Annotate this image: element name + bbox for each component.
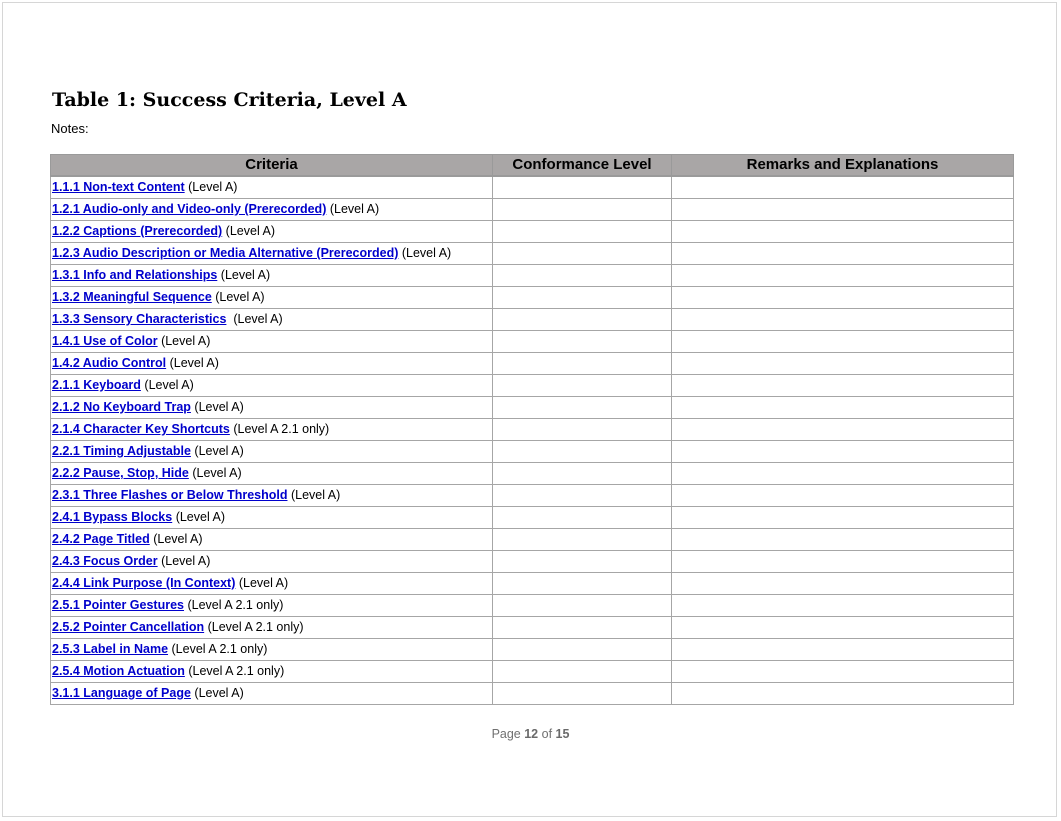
- criterion-level: (Level A 2.1 only): [168, 642, 268, 656]
- conformance-level-cell[interactable]: [493, 375, 672, 397]
- table-row: [51, 265, 1014, 287]
- criterion-level: (Level A): [235, 576, 289, 590]
- table-body: [51, 176, 1014, 705]
- page-word: Page: [491, 727, 525, 741]
- criteria-cell: [51, 573, 493, 595]
- document-page: [2, 2, 1057, 817]
- criteria-cell: [51, 529, 493, 551]
- remarks-cell[interactable]: [672, 441, 1014, 463]
- criteria-cell: [51, 309, 493, 331]
- table-row: [51, 441, 1014, 463]
- criteria-cell: [51, 617, 493, 639]
- remarks-cell[interactable]: [672, 199, 1014, 221]
- remarks-cell[interactable]: [672, 463, 1014, 485]
- conformance-level-cell[interactable]: [493, 331, 672, 353]
- criteria-cell: [51, 485, 493, 507]
- table-row: [51, 309, 1014, 331]
- column-header-remarks: Remarks and Explanations: [672, 155, 1014, 177]
- criterion-level: (Level A 2.1 only): [204, 620, 304, 634]
- criterion-level: (Level A): [190, 444, 244, 458]
- criteria-cell: [51, 287, 493, 309]
- criteria-cell: [51, 463, 493, 485]
- table-row: [51, 375, 1014, 397]
- criterion-level: (Level A): [157, 554, 211, 568]
- table-row: [51, 595, 1014, 617]
- criteria-cell: [51, 661, 493, 683]
- remarks-cell[interactable]: [672, 573, 1014, 595]
- criterion-link[interactable]: 2.3.1 Three Flashes or Below Threshold: [52, 488, 288, 502]
- table-row: [51, 331, 1014, 353]
- conformance-level-cell[interactable]: [493, 507, 672, 529]
- criterion-link[interactable]: 1.3.1 Info and Relationships: [52, 268, 218, 282]
- criterion-level: (Level A): [217, 268, 271, 282]
- conformance-level-cell[interactable]: [493, 397, 672, 419]
- remarks-cell[interactable]: [672, 485, 1014, 507]
- criterion-link[interactable]: 2.2.2 Pause, Stop, Hide: [52, 466, 189, 480]
- conformance-level-cell[interactable]: [493, 419, 672, 441]
- table-row: [51, 573, 1014, 595]
- criterion-link[interactable]: 2.2.1 Timing Adjustable: [52, 444, 191, 458]
- criteria-cell: [51, 243, 493, 265]
- table-row: [51, 529, 1014, 551]
- criterion-level: (Level A 2.1 only): [184, 598, 284, 612]
- notes-label: Notes:: [51, 121, 89, 136]
- criteria-cell: [51, 551, 493, 573]
- page-footer: [3, 727, 1058, 741]
- criteria-cell: [51, 419, 493, 441]
- criterion-level: (Level A): [226, 312, 283, 326]
- criterion-level: (Level A 2.1 only): [184, 664, 285, 678]
- criterion-link[interactable]: 1.1.1 Non-text Content: [52, 180, 185, 194]
- criteria-cell: [51, 639, 493, 661]
- criterion-link[interactable]: 1.2.2 Captions (Prerecorded): [52, 224, 223, 238]
- conformance-level-cell[interactable]: [493, 221, 672, 243]
- criterion-link[interactable]: 2.5.2 Pointer Cancellation: [52, 620, 205, 634]
- conformance-level-cell[interactable]: [493, 287, 672, 309]
- conformance-level-cell[interactable]: [493, 573, 672, 595]
- criterion-level: (Level A): [398, 246, 452, 260]
- criterion-link[interactable]: 1.4.2 Audio Control: [52, 356, 167, 370]
- conformance-level-cell[interactable]: [493, 243, 672, 265]
- criteria-cell: [51, 199, 493, 221]
- criterion-level: (Level A): [166, 356, 219, 370]
- conformance-level-cell[interactable]: [493, 265, 672, 287]
- table-row: [51, 287, 1014, 309]
- table-row: [51, 639, 1014, 661]
- criteria-cell: [51, 353, 493, 375]
- remarks-cell[interactable]: [672, 639, 1014, 661]
- criterion-link[interactable]: 1.3.3 Sensory Characteristics: [52, 312, 227, 326]
- conformance-level-cell[interactable]: [493, 617, 672, 639]
- criteria-cell: [51, 441, 493, 463]
- criterion-link[interactable]: 2.1.2 No Keyboard Trap: [52, 400, 191, 414]
- criterion-link[interactable]: 2.5.4 Motion Actuation: [52, 664, 185, 678]
- conformance-level-cell[interactable]: [493, 309, 672, 331]
- remarks-cell[interactable]: [672, 176, 1014, 199]
- current-page-number: 12: [524, 727, 539, 741]
- table-row: [51, 419, 1014, 441]
- remarks-cell[interactable]: [672, 287, 1014, 309]
- criterion-level: (Level A): [211, 290, 265, 304]
- criterion-level: (Level A): [188, 466, 242, 480]
- criterion-link[interactable]: 1.2.3 Audio Description or Media Alternative (Prerecorded): [52, 246, 399, 260]
- remarks-cell[interactable]: [672, 397, 1014, 419]
- criteria-cell: [51, 397, 493, 419]
- remarks-cell[interactable]: [672, 683, 1014, 705]
- column-header-conformance-level: Conformance Level: [493, 155, 672, 177]
- table-row: [51, 176, 1014, 199]
- table-row: [51, 617, 1014, 639]
- conformance-level-cell[interactable]: [493, 485, 672, 507]
- criterion-link[interactable]: 2.4.4 Link Purpose (In Context): [52, 576, 236, 590]
- table-row: [51, 463, 1014, 485]
- table-row: [51, 683, 1014, 705]
- criterion-link[interactable]: 1.2.1 Audio-only and Video-only (Prerecorded): [52, 202, 327, 216]
- table-heading: Table 1: Success Criteria, Level A: [52, 89, 407, 111]
- remarks-cell[interactable]: [672, 529, 1014, 551]
- remarks-cell[interactable]: [672, 265, 1014, 287]
- table-row: [51, 507, 1014, 529]
- total-pages-number: 15: [555, 727, 570, 741]
- conformance-level-cell[interactable]: [493, 595, 672, 617]
- conformance-level-cell[interactable]: [493, 529, 672, 551]
- criteria-cell: [51, 331, 493, 353]
- conformance-level-cell[interactable]: [493, 551, 672, 573]
- criterion-level: (Level A): [287, 488, 341, 502]
- criterion-link[interactable]: 2.5.1 Pointer Gestures: [52, 598, 185, 612]
- remarks-cell[interactable]: [672, 375, 1014, 397]
- table-header-row: [51, 155, 1014, 177]
- remarks-cell[interactable]: [672, 331, 1014, 353]
- criteria-cell: [51, 595, 493, 617]
- conformance-level-cell[interactable]: [493, 353, 672, 375]
- criteria-cell: [51, 375, 493, 397]
- remarks-cell[interactable]: [672, 221, 1014, 243]
- criteria-cell: [51, 507, 493, 529]
- criteria-cell: [51, 683, 493, 705]
- criterion-link[interactable]: 2.1.1 Keyboard: [52, 378, 141, 392]
- criterion-level: (Level A): [190, 686, 244, 700]
- table-row: [51, 199, 1014, 221]
- remarks-cell[interactable]: [672, 243, 1014, 265]
- criterion-link[interactable]: 1.4.1 Use of Color: [52, 334, 158, 348]
- table-row: [51, 485, 1014, 507]
- criterion-link[interactable]: 2.4.3 Focus Order: [52, 554, 158, 568]
- remarks-cell[interactable]: [672, 595, 1014, 617]
- conformance-level-cell[interactable]: [493, 463, 672, 485]
- criterion-link[interactable]: 2.5.3 Label in Name: [52, 642, 169, 656]
- remarks-cell[interactable]: [672, 661, 1014, 683]
- table-row: [51, 243, 1014, 265]
- remarks-cell[interactable]: [672, 419, 1014, 441]
- conformance-level-cell[interactable]: [493, 639, 672, 661]
- criterion-level: (Level A): [184, 180, 238, 194]
- remarks-cell[interactable]: [672, 309, 1014, 331]
- remarks-cell[interactable]: [672, 617, 1014, 639]
- remarks-cell[interactable]: [672, 551, 1014, 573]
- criterion-level: (Level A): [222, 224, 276, 238]
- criterion-level: (Level A): [140, 378, 194, 392]
- criteria-cell: [51, 265, 493, 287]
- table-row: [51, 221, 1014, 243]
- criteria-cell: [51, 221, 493, 243]
- criterion-level: (Level A 2.1 only): [229, 422, 330, 436]
- criterion-level: (Level A): [190, 400, 244, 414]
- criterion-level: (Level A): [149, 532, 203, 546]
- of-word: of: [538, 727, 556, 741]
- conformance-level-cell[interactable]: [493, 661, 672, 683]
- table-row: [51, 397, 1014, 419]
- conformance-level-cell[interactable]: [493, 683, 672, 705]
- table-row: [51, 353, 1014, 375]
- remarks-cell[interactable]: [672, 353, 1014, 375]
- conformance-level-cell[interactable]: [493, 176, 672, 199]
- conformance-level-cell[interactable]: [493, 441, 672, 463]
- criterion-link[interactable]: 2.4.2 Page Titled: [52, 532, 150, 546]
- criterion-level: (Level A): [172, 510, 226, 524]
- criterion-link[interactable]: 3.1.1 Language of Page: [52, 686, 191, 700]
- column-header-criteria: Criteria: [51, 155, 493, 177]
- criteria-cell: [51, 176, 493, 199]
- criterion-level: (Level A): [326, 202, 380, 216]
- criterion-level: (Level A): [157, 334, 211, 348]
- criterion-link[interactable]: 2.4.1 Bypass Blocks: [52, 510, 173, 524]
- conformance-level-cell[interactable]: [493, 199, 672, 221]
- remarks-cell[interactable]: [672, 507, 1014, 529]
- criterion-link[interactable]: 2.1.4 Character Key Shortcuts: [52, 422, 230, 436]
- table-row: [51, 661, 1014, 683]
- table-row: [51, 551, 1014, 573]
- criterion-link[interactable]: 1.3.2 Meaningful Sequence: [52, 290, 212, 304]
- success-criteria-table: [50, 154, 1014, 705]
